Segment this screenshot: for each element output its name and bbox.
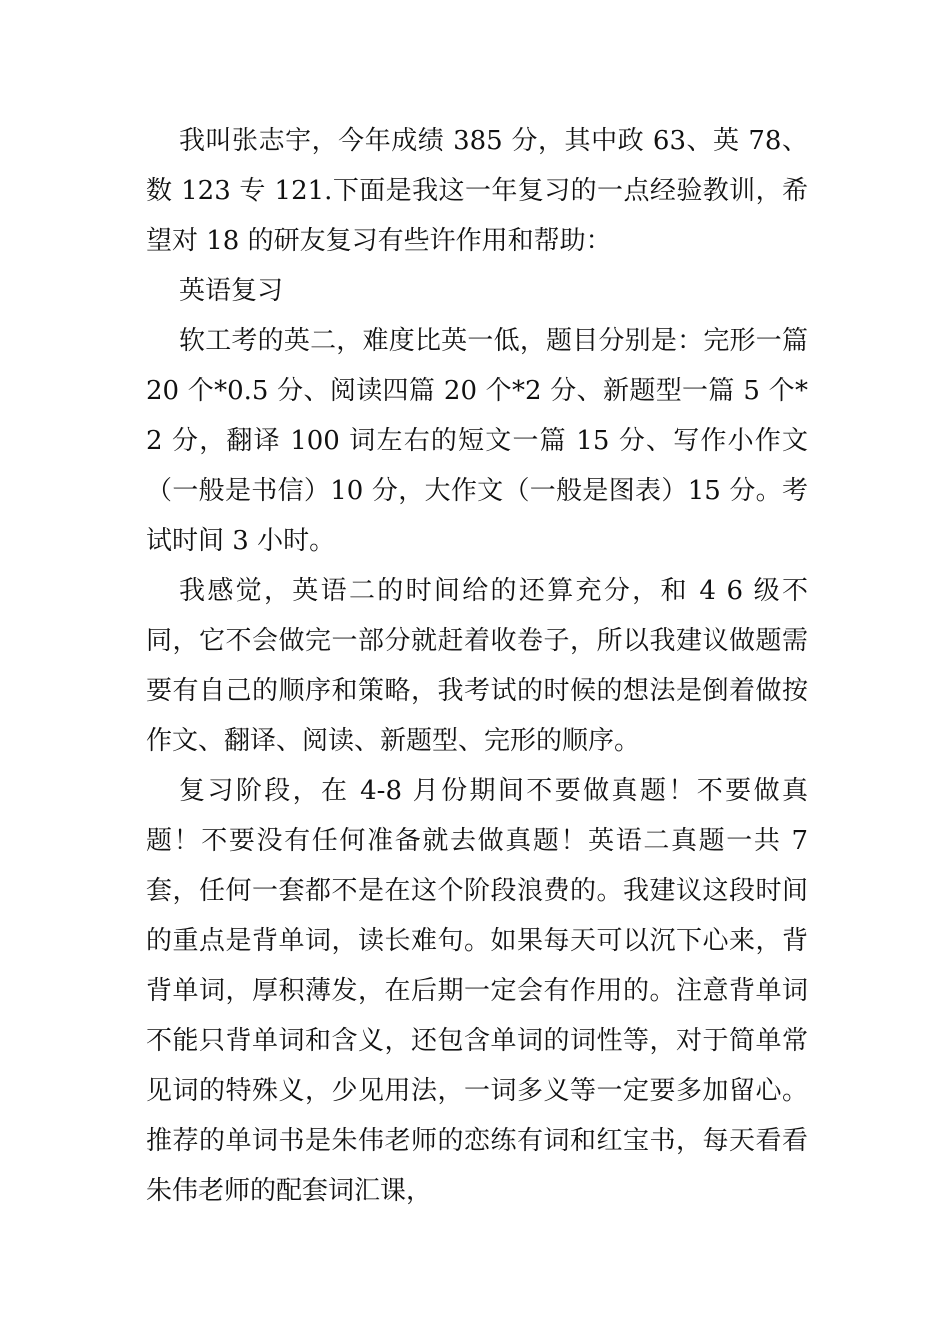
- intro-paragraph: 我叫张志宇，今年成绩 385 分，其中政 63、英 78、数 123 专 121.下面是我这一年复习的一点经验教训，希望对 18 的研友复习有些许作用和帮助：: [146, 126, 808, 256]
- section-heading-english-review: 英语复习: [179, 276, 284, 306]
- review-stage-paragraph: 复习阶段，在 4-8 月份期间不要做真题！不要做真题！不要没有任何准备就去做真题！英语二真题一共 7 套，任何一套都不是在这个阶段浪费的。我建议这段时间的重点是背单词，读长难句。如果每天可以沉下心来，背背单词，厚积薄发，在后期一定会有作用的。注意背单词不能只背单词和含义，还包含单词的词性等，对于简单常见词的特殊义，少见用法，一词多义等一定要多加留心。推荐的单词书是朱伟老师的恋练有词和红宝书，每天看看朱伟老师的配套词汇课，: [146, 776, 808, 1206]
- exam-structure-paragraph: 软工考的英二，难度比英一低，题目分别是：完形一篇 20 个*0.5 分、阅读四篇 20 个*2 分、新题型一篇 5 个*2 分，翻译 100 词左右的短文一篇 15 分、写作小作文（一般是书信）10 分，大作文（一般是图表）15 分。考试时间 3 小时。: [146, 326, 808, 556]
- document-body: [146, 116, 808, 1216]
- exam-strategy-paragraph: 我感觉，英语二的时间给的还算充分，和 4 6 级不同，它不会做完一部分就赶着收卷子，所以我建议做题需要有自己的顺序和策略，我考试的时候的想法是倒着做按作文、翻译、阅读、新题型、完形的顺序。: [146, 576, 808, 756]
